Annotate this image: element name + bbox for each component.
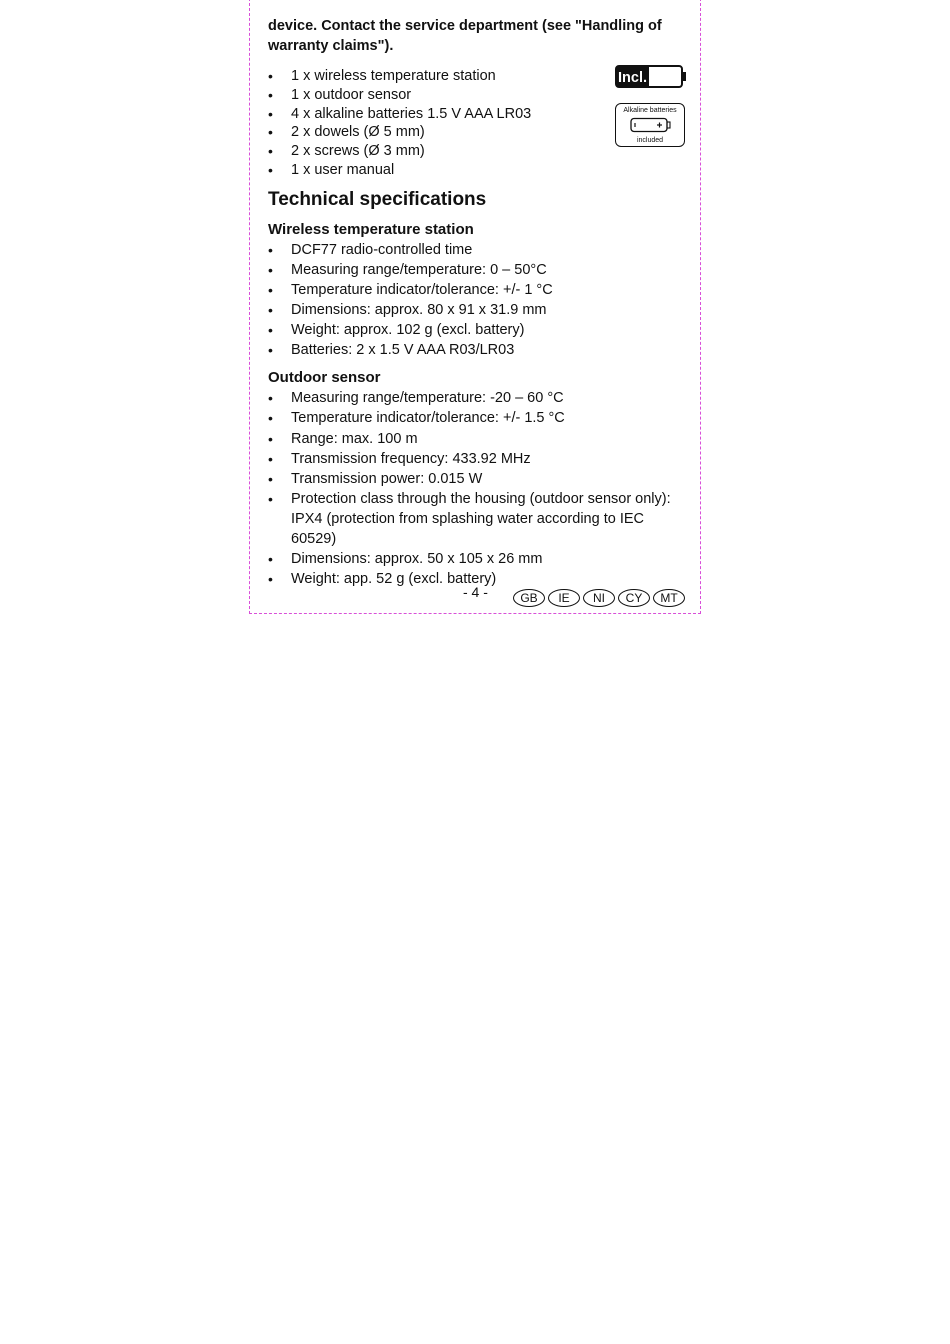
alkaline-bottom-label: included: [636, 137, 664, 144]
list-item: • Protection class through the housing (outdoor sensor only): IPX4 (protection from splashing water according to IEC 60529): [268, 489, 688, 549]
station-heading: Wireless temperature station: [268, 220, 474, 238]
alkaline-top-label: Alkaline batteries: [623, 107, 677, 114]
country-badge-gb: GB: [513, 589, 545, 607]
country-badge-mt: MT: [653, 589, 685, 607]
alkaline-batteries-badge: [615, 103, 685, 147]
page-number: - 4 -: [463, 584, 488, 600]
list-item: • Batteries: 2 x 1.5 V AAA R03/LR03: [268, 340, 688, 360]
country-badge-ie: IE: [548, 589, 580, 607]
list-item: • 2 x screws (Ø 3 mm): [268, 142, 688, 161]
list-item: • 1 x wireless temperature station: [268, 67, 688, 86]
tech-specs-heading: Technical specifications: [268, 188, 487, 210]
list-item: • Transmission frequency: 433.92 MHz: [268, 449, 688, 469]
country-codes: [513, 589, 685, 607]
sensor-specs-list: [268, 388, 688, 589]
manual-page: [249, 0, 701, 614]
list-item: • Temperature indicator/tolerance: +/- 1.5 °C: [268, 408, 688, 428]
list-item: • 1 x outdoor sensor: [268, 86, 688, 105]
list-item: • 4 x alkaline batteries 1.5 V AAA LR03: [268, 105, 688, 124]
list-item: • Transmission power: 0.015 W: [268, 469, 688, 489]
intro-paragraph: device. Contact the service department (see "Handling of warranty claims").: [268, 18, 662, 54]
battery-icon: [630, 117, 672, 133]
incl-battery-icon: [615, 65, 685, 87]
list-item: • Range: max. 100 m: [268, 429, 688, 449]
list-item: • 1 x user manual: [268, 161, 688, 180]
list-item: • Weight: app. 52 g (excl. battery): [268, 569, 688, 589]
station-specs-list: [268, 240, 688, 361]
list-item: • Measuring range/temperature: 0 – 50°C: [268, 260, 688, 280]
sensor-heading: Outdoor sensor: [268, 369, 381, 387]
page-content: [268, 16, 688, 589]
incl-label: Incl.: [618, 70, 648, 86]
list-item: • 2 x dowels (Ø 5 mm): [268, 123, 688, 142]
list-item: • Measuring range/temperature: -20 – 60 °C: [268, 388, 688, 408]
list-item: • Temperature indicator/tolerance: +/- 1 °C: [268, 280, 688, 300]
country-badge-cy: CY: [618, 589, 650, 607]
list-item: • DCF77 radio-controlled time: [268, 240, 688, 260]
list-item: • Weight: approx. 102 g (excl. battery): [268, 320, 688, 340]
country-badge-ni: NI: [583, 589, 615, 607]
list-item: • Dimensions: approx. 50 x 105 x 26 mm: [268, 549, 688, 569]
list-item: • Dimensions: approx. 80 x 91 x 31.9 mm: [268, 300, 688, 320]
